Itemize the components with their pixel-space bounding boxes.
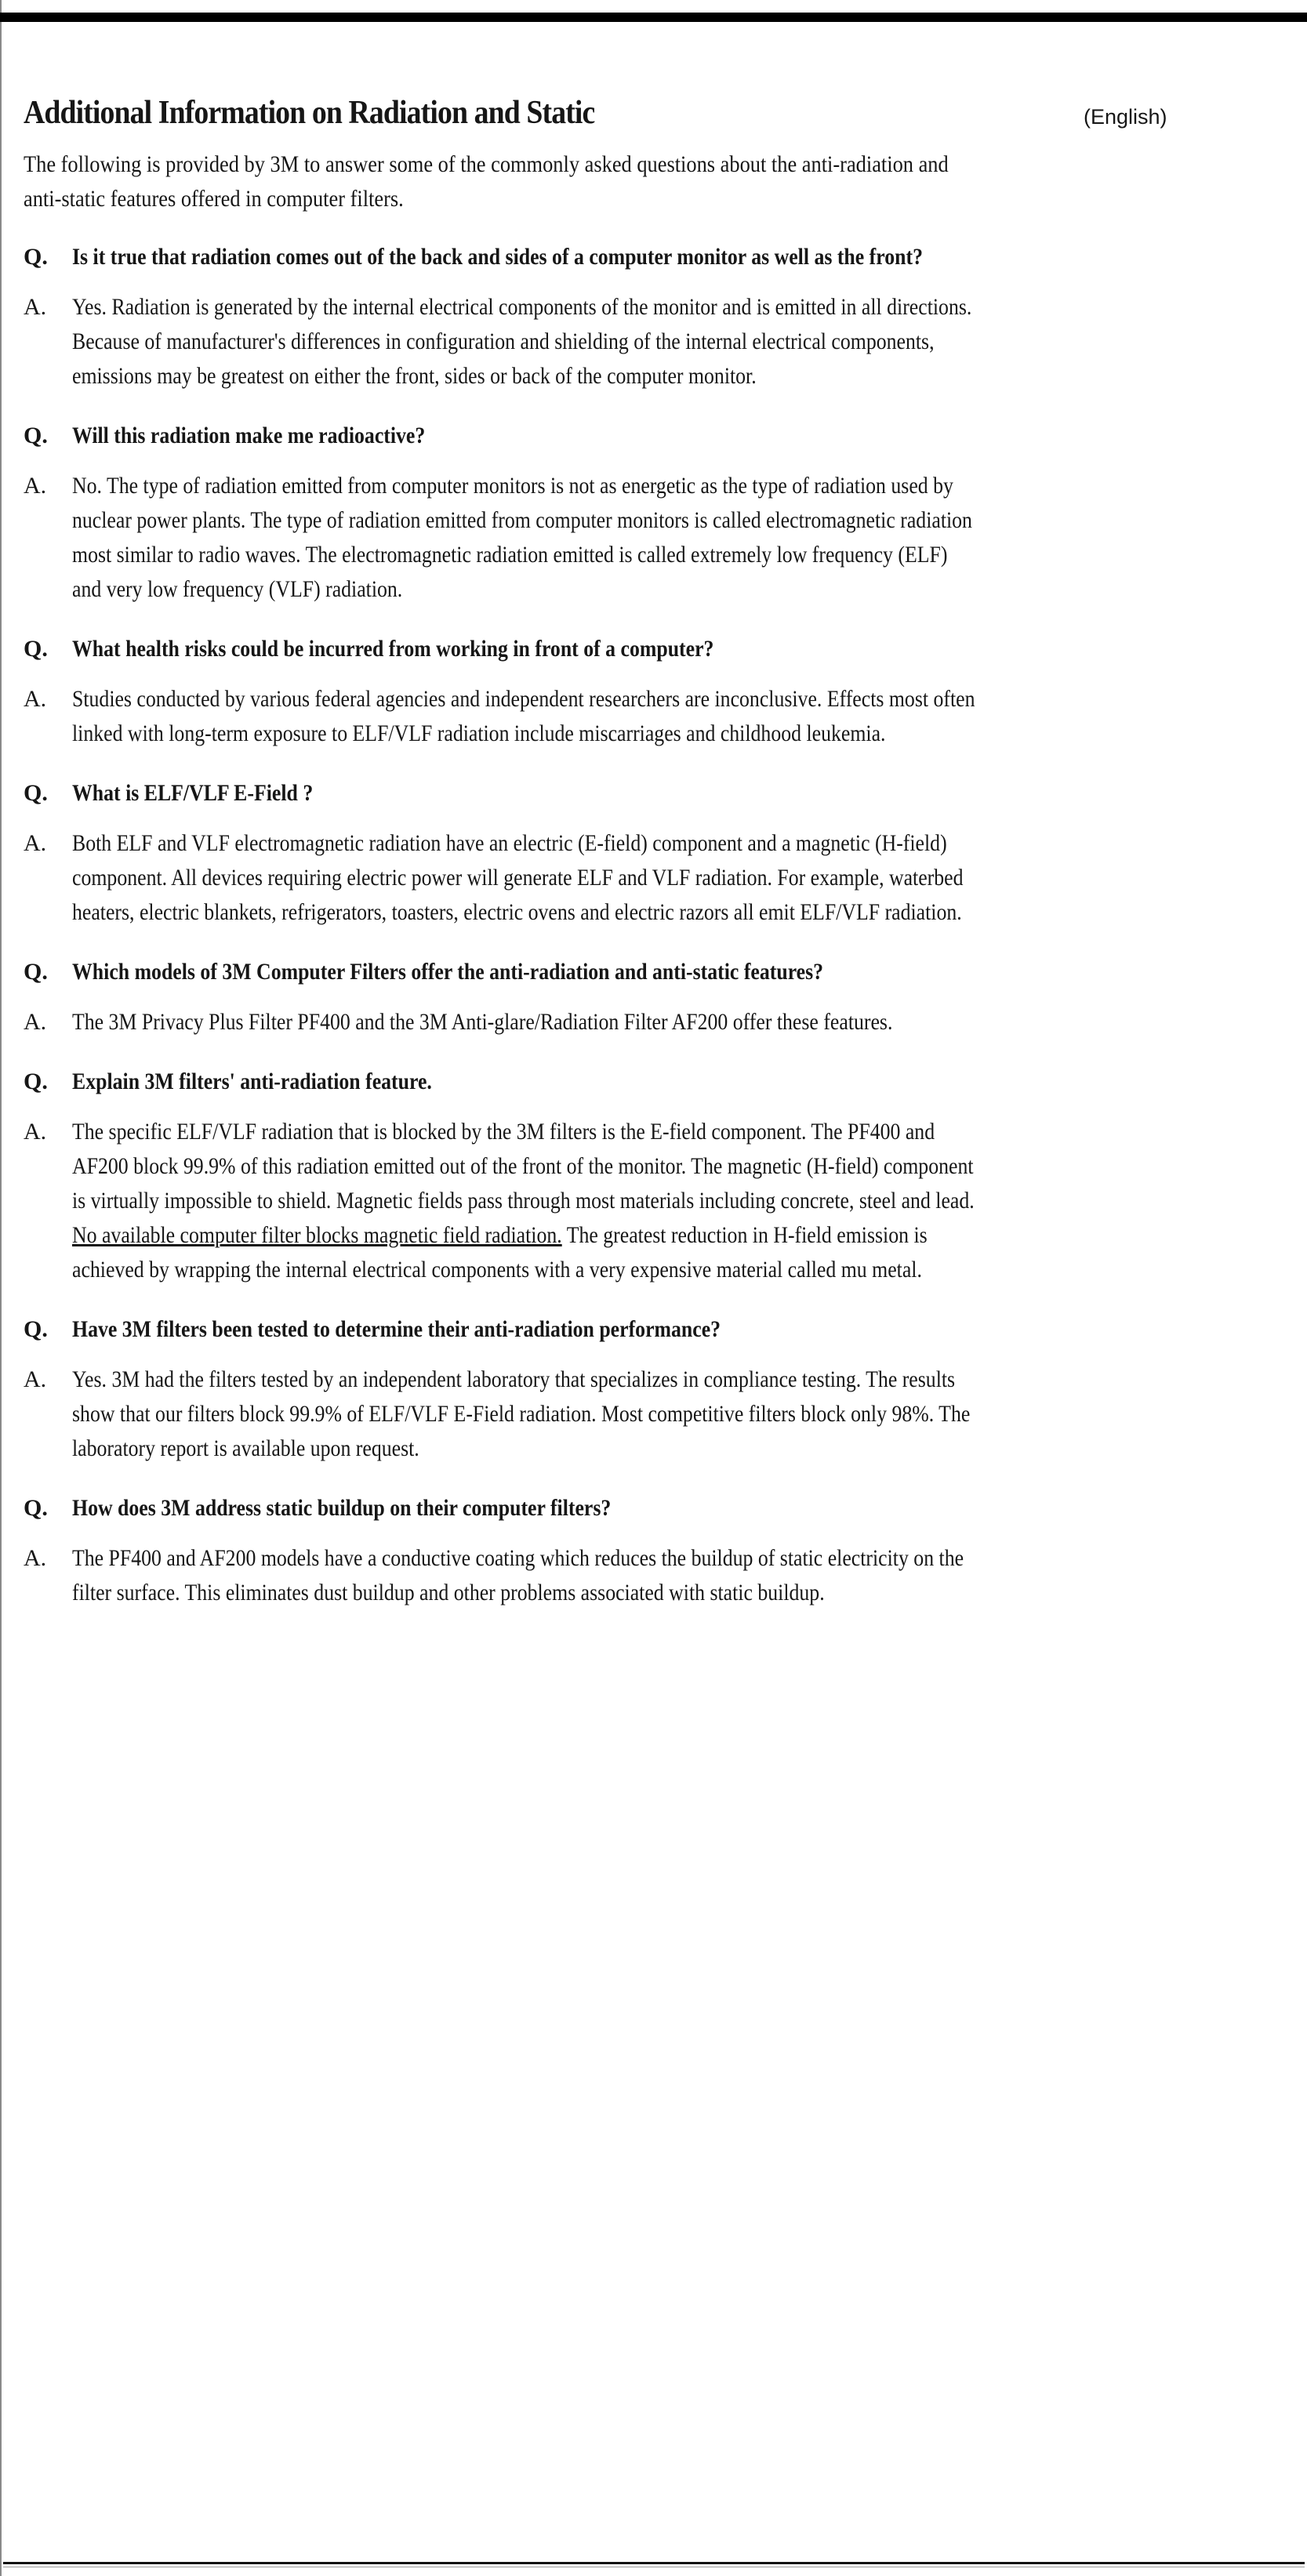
answer-text — [72, 826, 1170, 930]
faq-item-7 — [24, 1312, 1184, 1466]
intro-line: The following is provided by 3M to answer some of the commonly asked questions about the anti-radiation and — [24, 151, 949, 177]
answer-marker: A. — [24, 1366, 47, 1392]
answer-line: Both ELF and VLF electromagnetic radiation have an electric (E-field) component and a magnetic (H-field) — [72, 830, 947, 856]
top-rule — [0, 13, 1307, 22]
question-row — [24, 632, 1184, 666]
question-text: How does 3M address static buildup on their computer filters? — [72, 1495, 612, 1521]
question-row — [24, 1312, 1184, 1347]
answer-text — [72, 1541, 1170, 1610]
answer-row — [24, 1362, 1184, 1466]
answer-marker: A. — [24, 830, 47, 856]
answer-marker: A. — [24, 1545, 47, 1571]
question-marker: Q. — [24, 1316, 48, 1342]
intro-paragraph — [24, 147, 1106, 216]
question-text: What health risks could be incurred from working in front of a computer? — [72, 636, 714, 662]
title-row — [24, 88, 1184, 138]
page-left-edge — [0, 0, 2, 2576]
answer-line: and very low frequency (VLF) radiation. — [72, 576, 403, 602]
answer-text — [72, 1115, 1170, 1287]
answer-line: heaters, electric blankets, refrigerators, toasters, electric ovens and electric razors all emit ELF/VLF radiation. — [72, 899, 962, 925]
faq-item-3 — [24, 632, 1184, 751]
document-title: Additional Information on Radiation and Static — [24, 95, 595, 131]
answer-row — [24, 290, 1184, 394]
answer-row — [24, 1115, 1184, 1287]
faq-item-1 — [24, 240, 1184, 394]
question-row — [24, 776, 1184, 811]
language-label: (English) — [1084, 105, 1167, 129]
question-text: Explain 3M filters' anti-radiation feature. — [72, 1068, 432, 1094]
answer-line: The 3M Privacy Plus Filter PF400 and the 3M Anti-glare/Radiation Filter AF200 offer these features. — [72, 1009, 893, 1035]
question-row — [24, 1065, 1184, 1099]
question-marker: Q. — [24, 959, 48, 985]
answer-row — [24, 469, 1184, 607]
question-marker: Q. — [24, 780, 48, 806]
answer-row — [24, 1541, 1184, 1610]
question-row — [24, 955, 1184, 989]
answer-marker: A. — [24, 1119, 47, 1145]
faq-item-8 — [24, 1491, 1184, 1610]
question-row — [24, 419, 1184, 453]
answer-row — [24, 826, 1184, 930]
answer-row — [24, 1005, 1184, 1039]
question-marker: Q. — [24, 1068, 48, 1094]
answer-marker: A. — [24, 686, 47, 712]
answer-line: nuclear power plants. The type of radiation emitted from computer monitors is called electromagnetic radiation — [72, 507, 972, 533]
question-text: What is ELF/VLF E-Field ? — [72, 780, 314, 806]
faq-item-4 — [24, 776, 1184, 930]
question-row — [24, 240, 1184, 274]
answer-text — [72, 1005, 1170, 1039]
answer-text — [72, 290, 1170, 394]
question-text: Which models of 3M Computer Filters offer the anti-radiation and anti-static features? — [72, 959, 824, 985]
answer-line: linked with long-term exposure to ELF/VLF radiation include miscarriages and childhood leukemia. — [72, 720, 886, 746]
answer-line: most similar to radio waves. The electromagnetic radiation emitted is called extremely low frequency (ELF) — [72, 542, 948, 568]
faq-item-5 — [24, 955, 1184, 1039]
answer-text — [72, 1362, 1170, 1466]
answer-marker: A. — [24, 1009, 47, 1035]
answer-line: filter surface. This eliminates dust buildup and other problems associated with static buildup. — [72, 1580, 825, 1605]
question-marker: Q. — [24, 244, 48, 270]
answer-line: No. The type of radiation emitted from computer monitors is not as energetic as the type of radiation used by — [72, 473, 953, 499]
faq-item-2 — [24, 419, 1184, 607]
answer-line: is virtually impossible to shield. Magnetic fields pass through most materials including concrete, steel and lead. — [72, 1188, 975, 1214]
answer-line: achieved by wrapping the internal electrical components with a very expensive material called mu metal. — [72, 1257, 922, 1283]
bottom-rule — [3, 2562, 1305, 2564]
answer-text — [72, 682, 1170, 751]
answer-text — [72, 469, 1170, 607]
answer-line: Studies conducted by various federal agencies and independent researchers are inconclusive. Effects most often — [72, 686, 975, 712]
answer-line: component. All devices requiring electric power will generate ELF and VLF radiation. For example, waterbed — [72, 865, 964, 891]
question-marker: Q. — [24, 423, 48, 448]
question-text: Will this radiation make me radioactive? — [72, 423, 426, 448]
underlined-statement: No available computer filter blocks magnetic field radiation. — [72, 1222, 562, 1248]
faq-item-6 — [24, 1065, 1184, 1287]
answer-line: emissions may be greatest on either the front, sides or back of the computer monitor. — [72, 363, 757, 389]
answer-line-continuation: The greatest reduction in H-field emission is — [561, 1222, 928, 1248]
answer-line: The specific ELF/VLF radiation that is blocked by the 3M filters is the E-field component. The PF400 and — [72, 1119, 935, 1145]
answer-line: Yes. 3M had the filters tested by an independent laboratory that specializes in compliance testing. The results — [72, 1366, 956, 1392]
answer-marker: A. — [24, 473, 47, 499]
answer-marker: A. — [24, 294, 47, 320]
answer-line — [72, 1218, 1016, 1253]
question-marker: Q. — [24, 1495, 48, 1521]
answer-line: show that our filters block 99.9% of ELF/VLF E-Field radiation. Most competitive filters block only 98%. The — [72, 1401, 971, 1427]
answer-line: The PF400 and AF200 models have a conductive coating which reduces the buildup of static electricity on the — [72, 1545, 964, 1571]
answer-line: laboratory report is available upon request. — [72, 1435, 419, 1461]
answer-line: AF200 block 99.9% of this radiation emitted out of the front of the monitor. The magnetic (H-field) component — [72, 1153, 974, 1179]
question-text: Is it true that radiation comes out of the back and sides of a computer monitor as well as the front? — [72, 244, 924, 270]
question-row — [24, 1491, 1184, 1526]
answer-line: Yes. Radiation is generated by the internal electrical components of the monitor and is emitted in all directions. — [72, 294, 972, 320]
document-page — [24, 88, 1184, 1610]
answer-row — [24, 682, 1184, 751]
question-marker: Q. — [24, 636, 48, 662]
intro-line: anti-static features offered in computer filters. — [24, 186, 404, 212]
answer-line: Because of manufacturer's differences in configuration and shielding of the internal electrical components, — [72, 328, 935, 354]
question-text: Have 3M filters been tested to determine their anti-radiation performance? — [72, 1316, 721, 1342]
